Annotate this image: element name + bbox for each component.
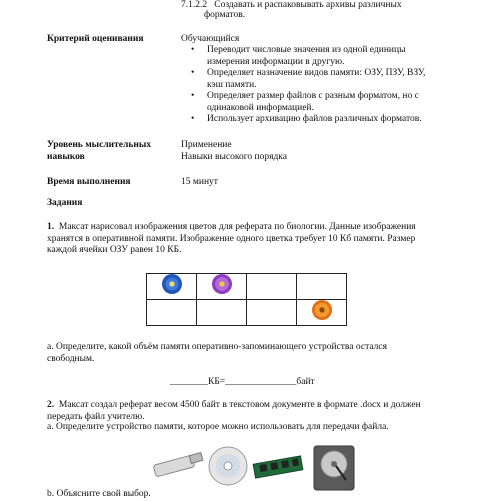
- ram-cell: [147, 300, 197, 326]
- criteria-item: • Переводит числовые значения из одной единицы измерения информации в другую.: [181, 45, 471, 68]
- criteria-item: • Определяет назначение видов памяти: ОЗУ, ПЗУ, ВЗУ, кэш памяти.: [181, 68, 471, 91]
- criteria-list: [181, 45, 471, 126]
- orange-flower-image: [312, 300, 332, 320]
- ram-cell: [297, 300, 347, 326]
- ram-cell: [147, 274, 197, 300]
- time-label: Время выполнения: [47, 177, 131, 187]
- ram-cell: [197, 300, 247, 326]
- tasks-heading: Задания: [47, 198, 83, 208]
- usb-flash-drive-icon: [153, 453, 203, 477]
- ram-cell: [247, 300, 297, 326]
- time-value: 15 минут: [181, 177, 218, 187]
- task2-question-a: а. Определите устройство памяти, которое можно использовать для передачи файла.: [47, 422, 389, 432]
- task2-text: 2. Максат создал реферат весом 4500 байт в текстовом документе в формате .docx и должен передать файл учителю.: [47, 400, 421, 422]
- thinking-value: Применение Навыки высокого порядка: [181, 140, 287, 162]
- criteria-label: Критерий оценивания: [47, 34, 144, 44]
- hard-disk-drive-icon: [314, 446, 354, 490]
- objective-line2: форматов.: [204, 10, 246, 20]
- task2-question-b: b. Объясните свой выбор.: [47, 489, 151, 499]
- objective-text: Создавать и распаковывать архивы различных: [214, 0, 402, 10]
- blue-flower-image: [162, 274, 182, 294]
- thinking-label: Уровень мыслительных навыков: [47, 140, 151, 162]
- task1-question: а. Определите, какой объём памяти оперативно-запоминающего устройства остался свободным.: [47, 342, 387, 364]
- objective-code: 7.1.2.2: [181, 0, 208, 10]
- task1-text: 1. Максат нарисовал изображения цветов для реферата по биологии. Данные изображения хранятся в оперативной памяти. Изображение одного цветка требует 10 Кб памяти. Размер каждой ячейки ОЗУ равен 10 КБ.: [47, 222, 416, 255]
- criteria-item: • Использует архивацию файлов различных форматов.: [181, 114, 471, 126]
- ram-cell: [197, 274, 247, 300]
- criteria-intro: Обучающийся: [181, 34, 240, 44]
- memory-devices-illustration: [150, 440, 360, 492]
- optical-disc-icon: [209, 447, 247, 485]
- ram-cell: [247, 274, 297, 300]
- ram-cell: [297, 274, 347, 300]
- ram-cells-table: [146, 273, 347, 326]
- task1-answer-line[interactable]: ________КБ=_______________байт: [170, 377, 315, 387]
- ram-module-icon: [253, 456, 303, 478]
- criteria-item: • Определяет размер файлов с разным форматом, но с одинаковой информацией.: [181, 91, 471, 114]
- purple-flower-image: [212, 274, 232, 294]
